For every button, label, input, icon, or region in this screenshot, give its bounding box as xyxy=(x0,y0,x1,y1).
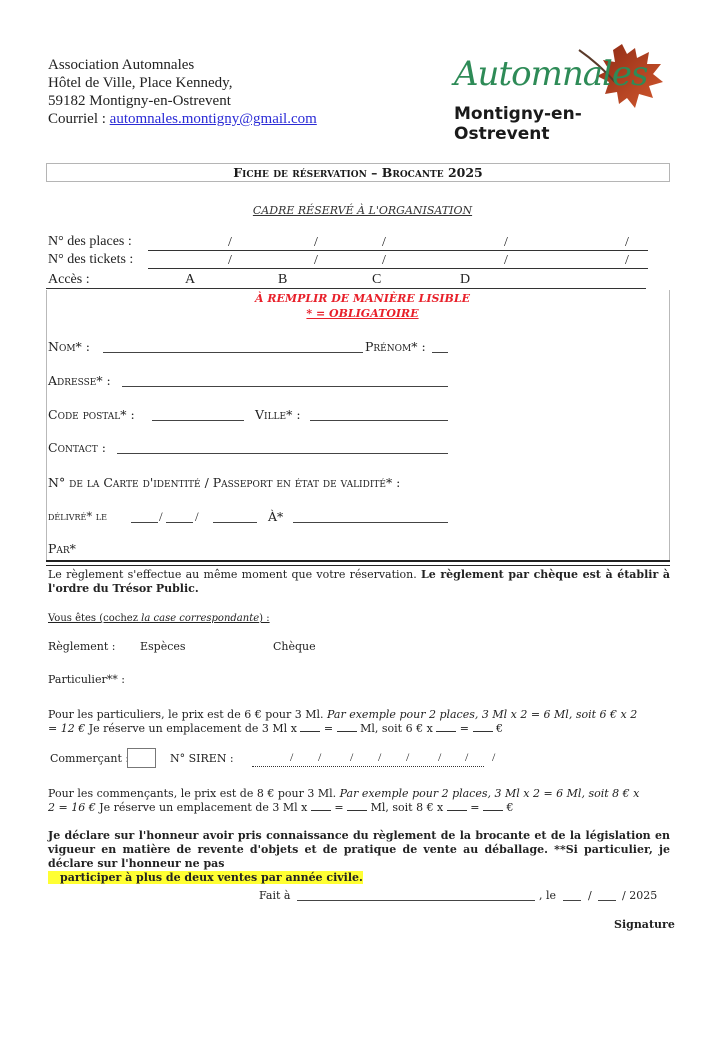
le-label: , le xyxy=(539,889,557,902)
form-title: Fiche de réservation – Brocante 2025 xyxy=(46,163,670,182)
part-reserve-text: Je réserve un emplacement de 3 Ml x xyxy=(85,722,301,735)
id-label: N° de la Carte d'identité / Passeport en état de validité* : xyxy=(48,475,401,490)
adresse-field[interactable] xyxy=(122,386,448,387)
declaration xyxy=(48,829,670,885)
fait-a-label: Fait à xyxy=(259,889,291,902)
delivre-a-label: À* xyxy=(268,509,284,524)
date-sep: / xyxy=(588,889,592,902)
vous-etes-italic: la case correspondante xyxy=(141,613,260,624)
tickets-label: N° des tickets : xyxy=(48,252,134,267)
places-field[interactable] xyxy=(148,250,648,251)
logo xyxy=(452,42,667,144)
equals: = xyxy=(330,801,348,814)
sign-month-field[interactable] xyxy=(598,900,616,901)
email-row xyxy=(48,110,317,128)
code-postal-field[interactable] xyxy=(152,420,244,421)
nom-field[interactable] xyxy=(103,352,363,353)
delivre-year-field[interactable] xyxy=(213,522,257,523)
access-divider xyxy=(46,288,646,289)
equals: = xyxy=(320,722,337,735)
ml-soit: Ml, soit 8 € x xyxy=(367,801,447,814)
cheque-option[interactable]: Chèque xyxy=(273,640,316,653)
delivre-month-field[interactable] xyxy=(166,522,193,523)
comm-price-example: Par exemple pour 2 places, 3 Ml x 2 = 6 Ml, soit 8 € x 2 = 16 € xyxy=(48,787,640,814)
vous-etes-text: Vous êtes (cochez xyxy=(48,613,142,624)
required-note: * = OBLIGATOIRE xyxy=(306,307,419,320)
places-label: N° des places : xyxy=(48,234,132,249)
siren-field[interactable]: / / / / / / / / xyxy=(252,752,484,767)
equals: = xyxy=(466,801,483,814)
delivre-day-field[interactable] xyxy=(131,522,158,523)
comm-ml-field[interactable] xyxy=(347,801,367,811)
vous-etes-heading xyxy=(48,612,270,626)
part-ml-field[interactable] xyxy=(337,722,357,732)
sign-year: / 2025 xyxy=(622,889,658,902)
ml-soit: Ml, soit 6 € x xyxy=(356,722,437,735)
adresse-label: Adresse* : xyxy=(48,373,111,388)
declaration-text: Je déclare sur l'honneur avoir pris connaissance du règlement de la brocante et de la législation en vigueur en matière de revente d'objets et de pratique de vente au déballage. **Si particulier, je déclare sur l'honneur ne pas xyxy=(48,829,670,870)
part-total-field[interactable] xyxy=(473,722,493,732)
euro-sign: € xyxy=(492,722,503,735)
contact-label: Contact : xyxy=(48,440,106,455)
address-line-1: Hôtel de Ville, Place Kennedy, xyxy=(48,75,233,91)
organisation-heading: CADRE RÉSERVÉ À L'ORGANISATION xyxy=(252,204,473,217)
payment-intro-text: Le règlement s'effectue au même moment que votre réservation. xyxy=(48,568,422,581)
equals: = xyxy=(456,722,473,735)
prenom-field[interactable] xyxy=(432,352,448,353)
part-price-text: Pour les particuliers, le prix est de 6 € pour 3 Ml. xyxy=(48,708,327,721)
access-option-c[interactable]: C xyxy=(372,272,382,287)
instruction-text: À REMPLIR DE MANIÈRE LISIBLE xyxy=(255,292,470,305)
ville-field[interactable] xyxy=(310,420,448,421)
delivre-place-field[interactable] xyxy=(293,522,448,523)
access-option-a[interactable]: A xyxy=(185,272,196,287)
comm-places-field[interactable] xyxy=(311,801,331,811)
access-option-d[interactable]: D xyxy=(460,272,471,287)
vous-etes-end: ) : xyxy=(259,613,270,624)
particulier-label[interactable]: Particulier** : xyxy=(48,673,125,686)
code-postal-label: Code postal* : xyxy=(48,407,135,422)
payment-intro xyxy=(48,568,670,596)
email-link[interactable]: automnales.montigny@gmail.com xyxy=(109,111,317,127)
comm-total-field[interactable] xyxy=(483,801,503,811)
signature-label: Signature xyxy=(614,918,675,931)
nom-label: Nom* : xyxy=(48,339,90,354)
part-price-example: Par exemple pour 2 places, 3 Ml x 2 = 6 Ml, soit 6 € x 2 = 12 € xyxy=(48,708,638,735)
comm-price-text: Pour les commençants, le prix est de 8 € pour 3 Ml. xyxy=(48,787,340,800)
commercant-checkbox[interactable] xyxy=(127,748,156,768)
commercant-price xyxy=(48,787,648,815)
access-label: Accès : xyxy=(48,272,90,287)
prenom-label: Prénom* : xyxy=(365,339,426,354)
declaration-highlight: participer à plus de deux ventes par année civile. xyxy=(48,871,363,884)
fait-a-field[interactable] xyxy=(297,900,535,901)
org-name: Association Automnales xyxy=(48,57,195,73)
tickets-field[interactable] xyxy=(148,268,648,269)
tickets-separators: / / / / / xyxy=(228,253,629,268)
access-option-b[interactable]: B xyxy=(278,272,288,287)
comm-reserve-text: Je réserve un emplacement de 3 Ml x xyxy=(95,801,311,814)
part-places-field[interactable] xyxy=(300,722,320,732)
sign-day-field[interactable] xyxy=(563,900,581,901)
commercant-label: Commerçant : xyxy=(50,752,130,765)
siren-label: N° SIREN : xyxy=(170,752,234,765)
par-label: Par* xyxy=(48,541,76,556)
reglement-label: Règlement : xyxy=(48,640,116,653)
delivre-label: délivré* le xyxy=(48,509,107,523)
logo-town-text: Montigny-en-Ostrevent xyxy=(454,104,582,144)
logo-script-text: Automnales xyxy=(454,54,648,94)
ville-label: Ville* : xyxy=(255,407,301,422)
address-line-2: 59182 Montigny-en-Ostrevent xyxy=(48,93,231,109)
particulier-price xyxy=(48,708,648,736)
contact-field[interactable] xyxy=(117,453,448,454)
form-box-bottom-border xyxy=(46,560,670,566)
email-label: Courriel : xyxy=(48,111,110,127)
part-qty-field[interactable] xyxy=(436,722,456,732)
euro-sign: € xyxy=(502,801,514,814)
especes-option[interactable]: Espèces xyxy=(140,640,186,653)
places-separators: / / / / / xyxy=(228,235,629,250)
comm-qty-field[interactable] xyxy=(447,801,467,811)
payment-intro-bold: Le règlement par chèque est à établir à l'ordre du Trésor Public. xyxy=(48,568,670,595)
